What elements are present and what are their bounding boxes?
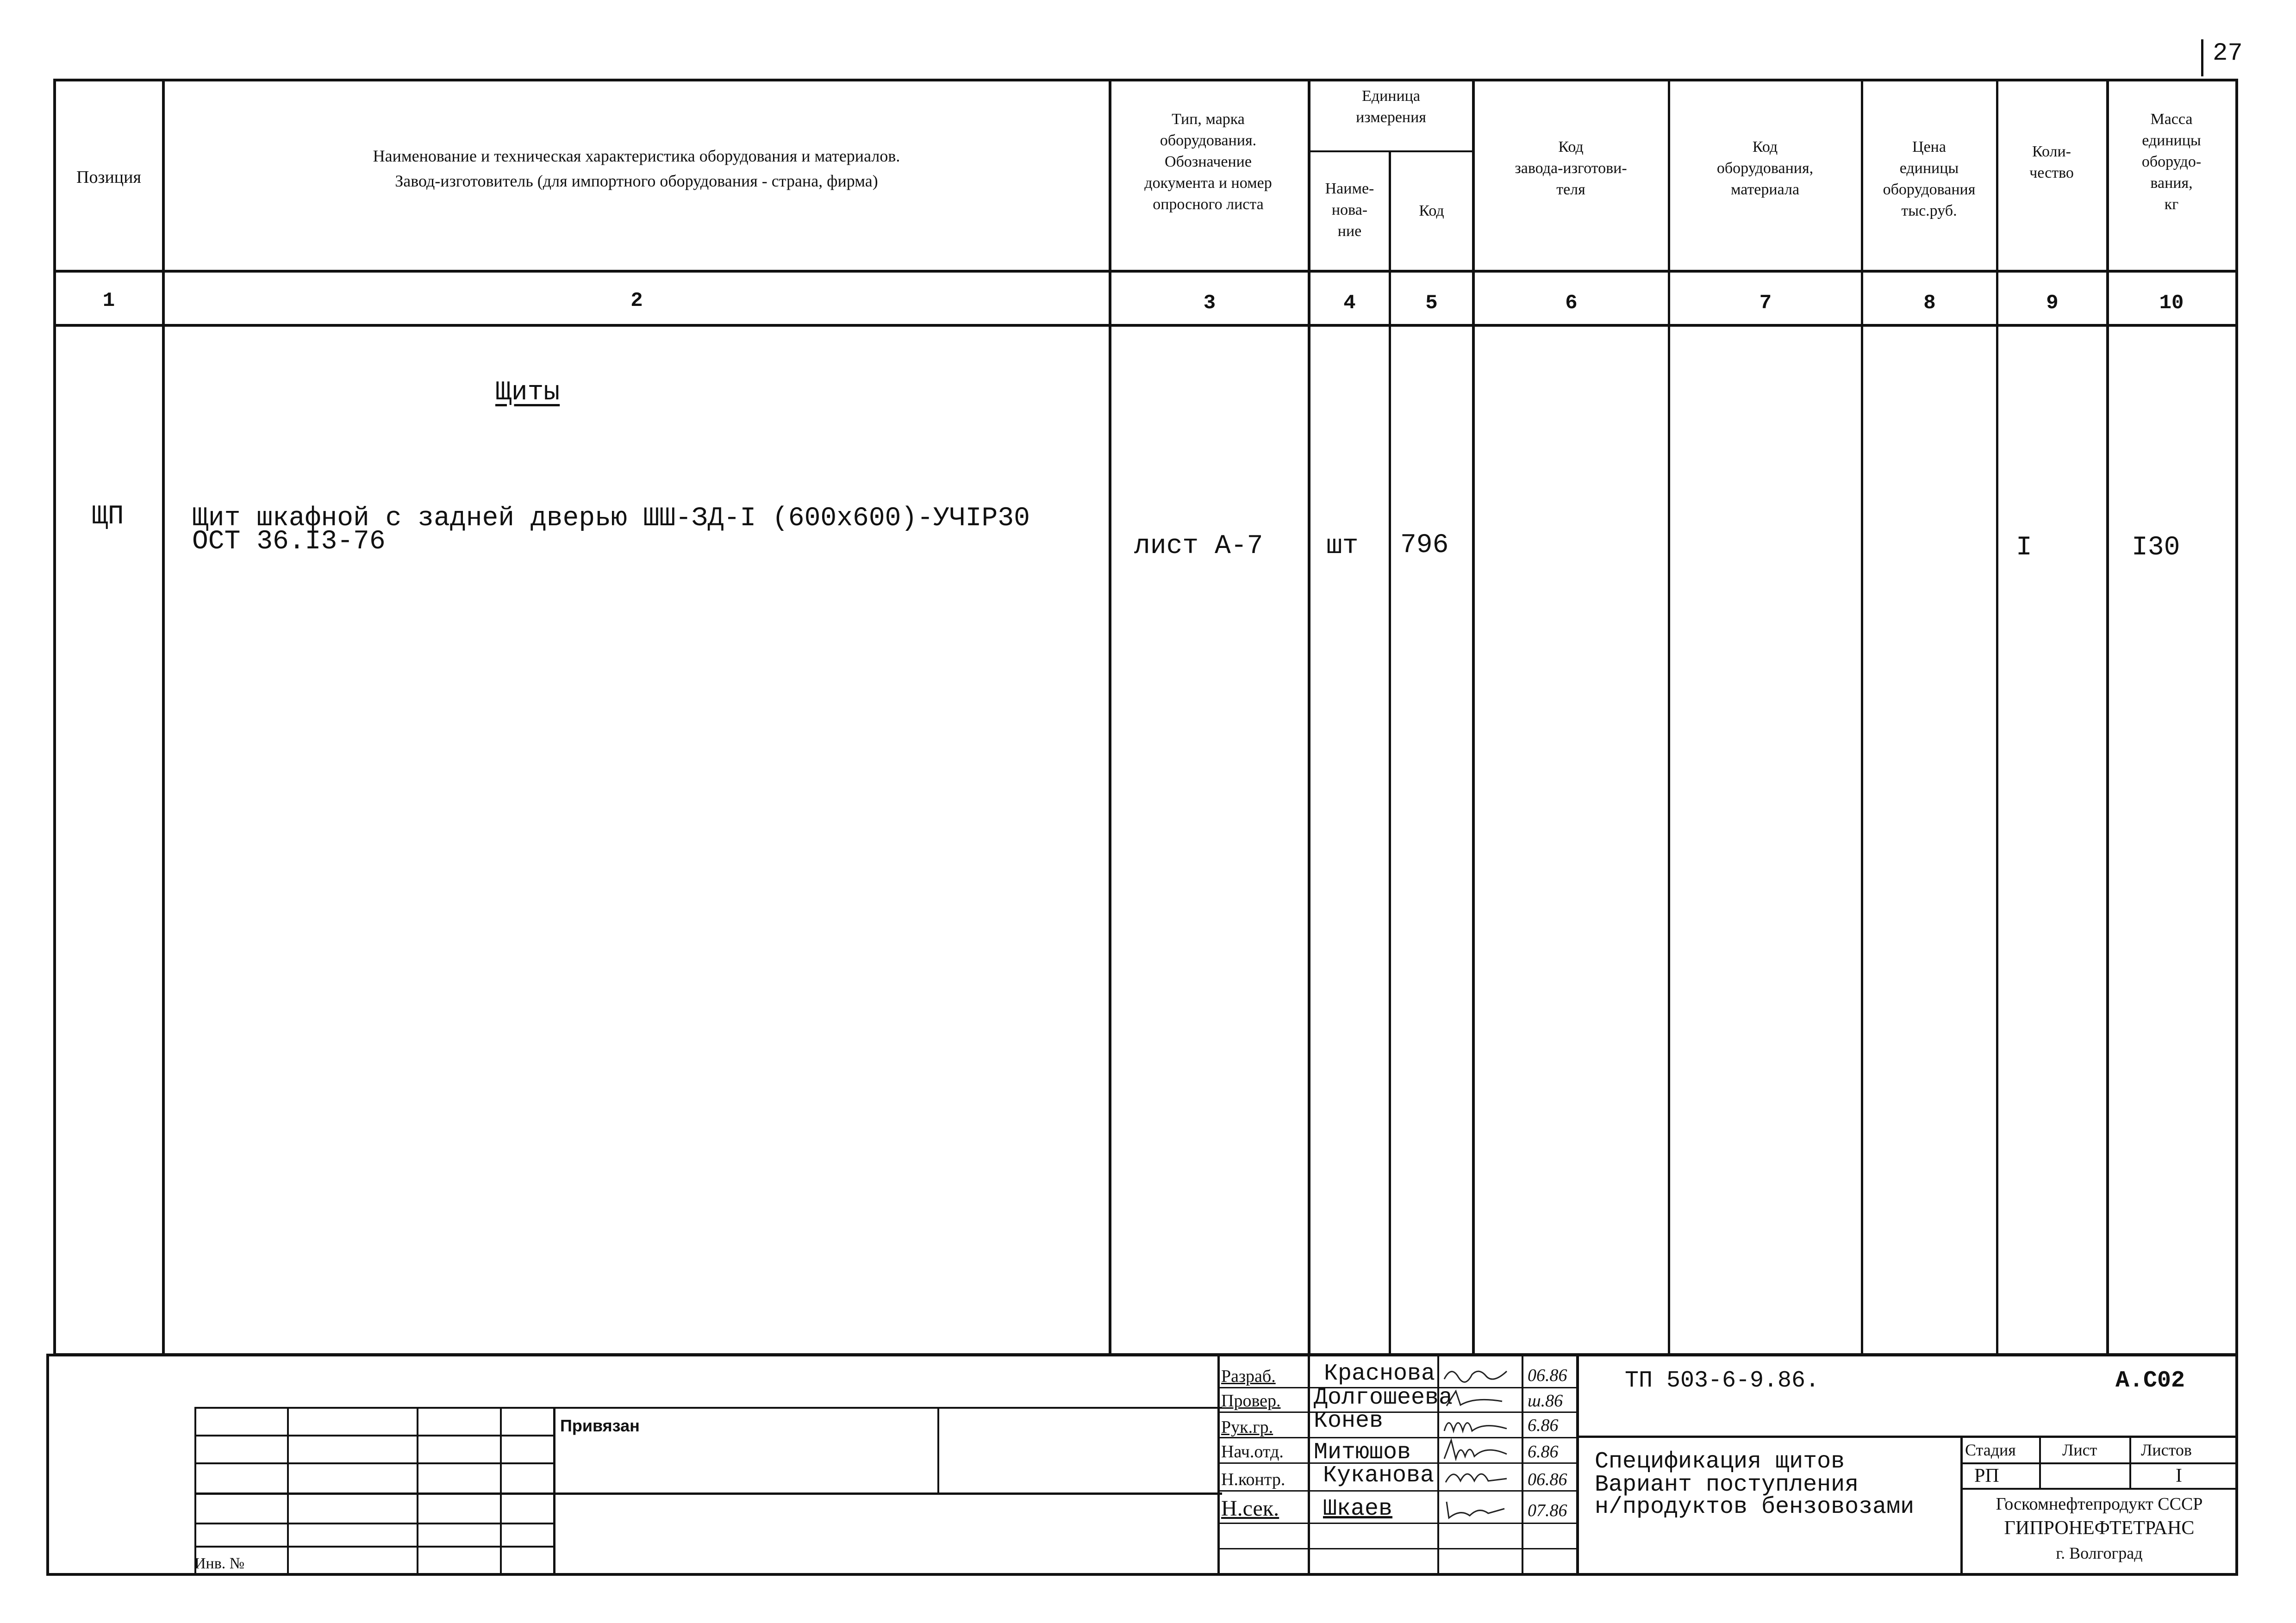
role-name-3: Конев [1314,1408,1384,1434]
sheet-code: А.С02 [2115,1368,2185,1394]
sheet-label: Лист [2062,1441,2097,1459]
role-label-5: Н.контр. [1221,1470,1285,1489]
header-price: Цена единицы оборудования тыс.руб. [1883,138,1976,219]
document-title-line1: Спецификация щитов [1595,1449,1845,1475]
column-number-8: 8 [1923,292,1936,315]
column-number-2: 2 [630,289,643,312]
row-name-line2: ОСТ 36.I3-76 [192,527,386,557]
signature-6 [1442,1497,1511,1520]
document-title-line2: Вариант поступления [1595,1472,1859,1498]
column-number-3: 3 [1203,292,1216,315]
role-name-2: Долгошеева [1314,1385,1453,1411]
row-unit-code: 796 [1400,530,1449,560]
signature-4 [1442,1438,1511,1461]
column-number-1: 1 [102,289,115,312]
header-equipment-code: Код оборудования, материала [1716,138,1814,198]
header-factory-code: Код завода-изготови- теля [1515,138,1627,198]
header-unit-code: Код [1419,202,1444,219]
column-number-9: 9 [2046,292,2059,315]
column-number-7: 7 [1759,292,1772,315]
role-date-5: 06.86 [1528,1470,1567,1489]
row-type: лист А-7 [1134,531,1263,561]
row-position: ЩП [92,502,124,532]
role-date-1: 06.86 [1528,1366,1567,1385]
signature-3 [1442,1412,1511,1436]
page-number: 27 [2213,39,2243,68]
header-quantity: Коли- чество [2029,143,2074,181]
header-mass: Масса единицы оборудо- вания, кг [2141,111,2202,213]
column-number-4: 4 [1343,292,1356,315]
document-code: ТП 503-6-9.86. [1625,1368,1820,1394]
row-name-line1: Щит шкафной с задней дверью ШШ-ЗД-I (600х600)-УЧIР30 [192,504,1030,534]
row-quantity: I [2016,533,2032,563]
signature-1 [1442,1363,1511,1386]
organization-line2: ГИПРОНЕФТЕТРАНС [2004,1517,2195,1539]
column-number-10: 10 [2159,292,2184,315]
signature-5 [1442,1465,1511,1488]
role-name-1: Краснова [1324,1361,1435,1387]
column-number-5: 5 [1425,292,1438,315]
role-label-3: Рук.гр. [1221,1418,1273,1437]
role-date-3: 6.86 [1528,1416,1559,1435]
role-label-4: Нач.отд. [1221,1442,1284,1461]
role-name-6: Шкаев [1323,1496,1393,1522]
signature-2 [1442,1387,1511,1411]
role-date-4: 6.86 [1528,1442,1559,1461]
stage-value: РП [1974,1465,1999,1486]
document-title-line3: н/продуктов бензовозами [1595,1494,1915,1520]
header-name: Наименование и техническая характеристика оборудования и материалов. Завод-изготовитель (для импортного оборудования - страна, фирма) [373,147,900,190]
organization-line3: г. Волгоград [2056,1544,2143,1562]
row-mass: I30 [2132,533,2180,563]
role-date-2: ш.86 [1528,1391,1563,1411]
title-block [46,1354,2238,1576]
role-label-6: Н.сек. [1221,1496,1279,1521]
role-label-1: Разраб. [1221,1367,1276,1386]
row-unit-name: шт [1326,531,1359,561]
organization-line1: Госкомнефтепродукт СССР [1996,1494,2203,1514]
sheets-value: I [2176,1465,2182,1486]
header-type: Тип, марка оборудования. Обозначение документа и номер опросного листа [1144,111,1272,213]
header-unit-group: Единица измерения [1356,87,1426,126]
inventory-number-label: Инв. № [194,1555,245,1572]
role-label-2: Провер. [1221,1391,1281,1411]
header-unit-name: Наиме- нова- ние [1325,180,1374,240]
header-position: Позиция [76,168,141,187]
sheets-label: Листов [2141,1441,2192,1459]
role-date-6: 07.86 [1528,1501,1567,1520]
column-number-6: 6 [1565,292,1578,315]
role-name-4: Митюшов [1314,1439,1411,1466]
privyazan-label: Привязан [560,1416,640,1435]
section-title: Щиты [495,378,560,408]
role-name-5: Куканова [1323,1462,1435,1489]
stage-label: Стадия [1965,1441,2016,1459]
